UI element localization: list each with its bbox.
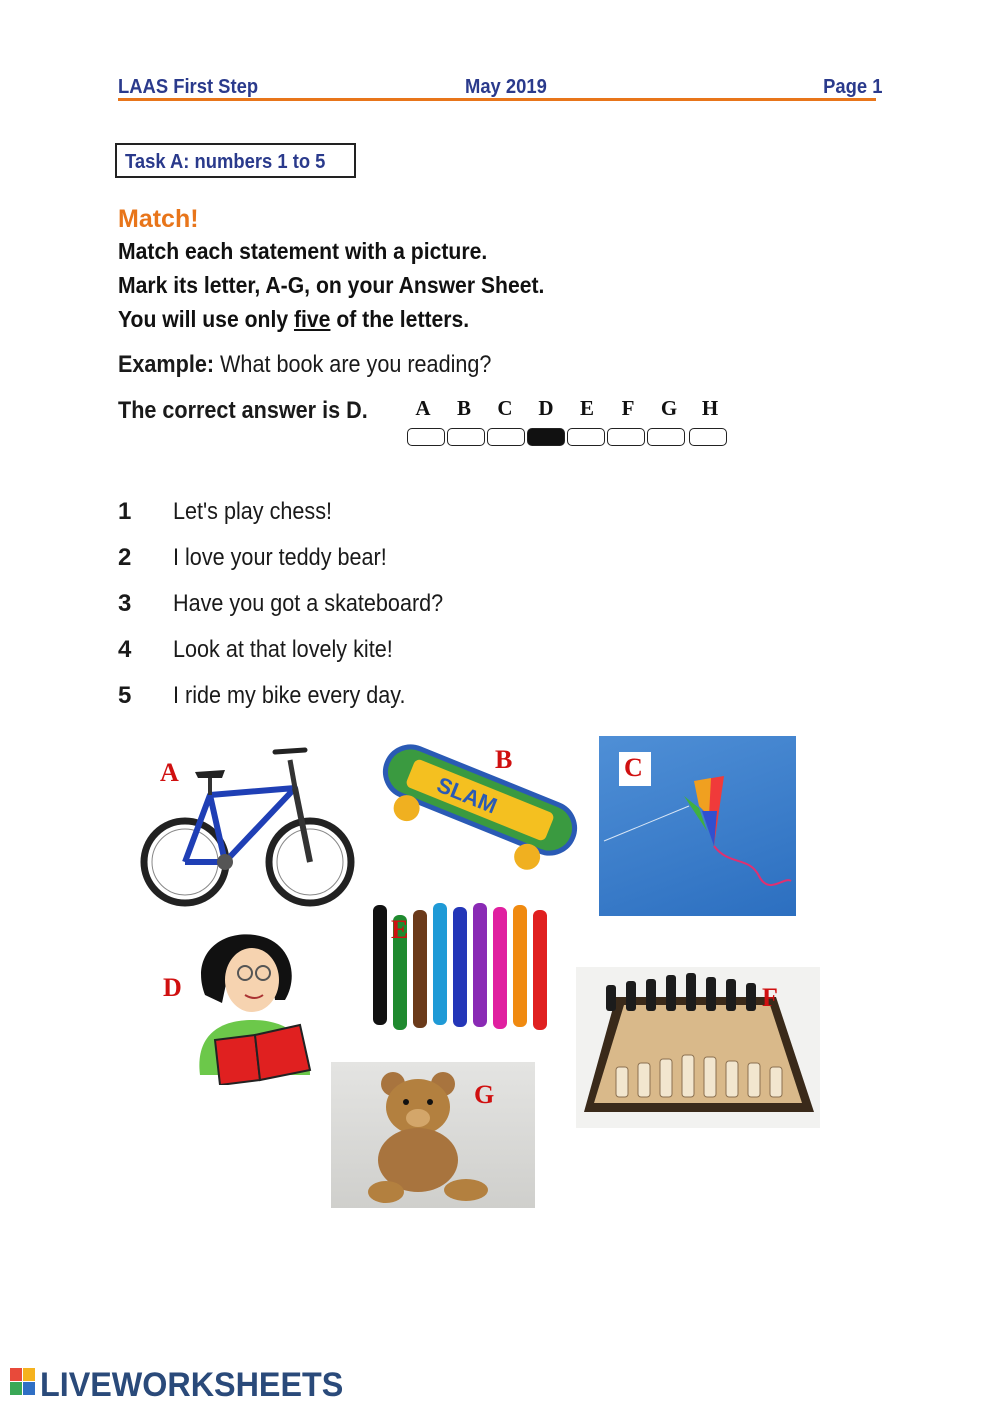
- instruction-line-3: [118, 306, 469, 333]
- picture-bicycle: [140, 740, 355, 910]
- svg-text:SLAM: SLAM: [433, 772, 501, 819]
- example-line: [118, 351, 491, 379]
- header-divider: [118, 98, 876, 101]
- answer-bubble-selected: [527, 428, 565, 446]
- answer-bubble: [607, 428, 645, 446]
- instruction-line-1: Match each statement with a picture.: [118, 238, 488, 264]
- picture-letter: B: [495, 745, 513, 774]
- girl-reading-icon: [160, 925, 325, 1085]
- picture-letter: E: [391, 915, 409, 944]
- match-title: Match!: [118, 205, 199, 233]
- example-text: What book are you reading?: [214, 351, 492, 378]
- teddy-bear-icon: [331, 1062, 535, 1208]
- answer-letter: E: [579, 396, 594, 420]
- answer-bubbles: [407, 428, 729, 448]
- question-text: I ride my bike every day.: [173, 682, 406, 709]
- picture-skateboard: [375, 735, 585, 875]
- chess-board-icon: [576, 967, 820, 1128]
- picture-girl-reading: [160, 925, 325, 1085]
- header-date: May 2019: [465, 76, 547, 98]
- logo-icon: [10, 1368, 36, 1396]
- picture-letter: A: [160, 758, 179, 787]
- instruction-underlined-word: five: [293, 306, 331, 332]
- logo-text: LIVEWORKSHEETS: [40, 1366, 344, 1404]
- answer-letter: A: [415, 396, 431, 420]
- question-text: I love your teddy bear!: [173, 544, 387, 571]
- answer-bubble: [567, 428, 605, 446]
- answer-letter: F: [621, 396, 635, 420]
- answer-bubble: [689, 428, 727, 446]
- answer-letter: C: [497, 396, 513, 420]
- question-number: 3: [118, 590, 132, 617]
- picture-letter: C: [624, 753, 643, 782]
- answer-letters: [407, 396, 729, 422]
- instruction-line-3-end: of the letters.: [330, 306, 470, 332]
- skateboard-icon: [375, 735, 585, 875]
- question-number: 1: [118, 498, 132, 525]
- task-label: Task A: numbers 1 to 5: [125, 151, 326, 173]
- header-title: LAAS First Step: [118, 76, 259, 98]
- answer-letter: G: [660, 396, 678, 420]
- picture-teddy-bear: [331, 1062, 535, 1208]
- question-number: 4: [118, 636, 132, 663]
- picture-letter: G: [474, 1080, 495, 1109]
- liveworksheets-logo: [10, 1366, 344, 1404]
- instruction-line-3-start: You will use only: [118, 306, 294, 332]
- answer-letter: H: [701, 396, 719, 420]
- answer-letter: D: [538, 396, 554, 420]
- page-header: [118, 76, 882, 100]
- answer-bubble: [447, 428, 485, 446]
- task-label-box: [115, 143, 356, 178]
- answer-bubble: [487, 428, 525, 446]
- question-text: Have you got a skateboard?: [173, 590, 444, 617]
- correct-answer-text: The correct answer is D.: [118, 397, 368, 424]
- header-page-number: Page 1: [822, 76, 882, 98]
- picture-kite: [599, 736, 796, 916]
- picture-markers: [365, 895, 560, 1045]
- picture-letter: D: [163, 973, 182, 1002]
- answer-letter: B: [456, 396, 471, 420]
- question-number: 5: [118, 682, 132, 709]
- picture-chess-set: [576, 967, 820, 1128]
- picture-letter: F: [762, 983, 778, 1012]
- question-text: Let's play chess!: [173, 498, 333, 525]
- answer-bubble: [407, 428, 445, 446]
- example-label: Example:: [118, 351, 215, 378]
- answer-bubble: [647, 428, 685, 446]
- instruction-line-2: Mark its letter, A-G, on your Answer Sheet.: [118, 272, 545, 298]
- question-text: Look at that lovely kite!: [173, 636, 393, 663]
- question-number: 2: [118, 544, 132, 571]
